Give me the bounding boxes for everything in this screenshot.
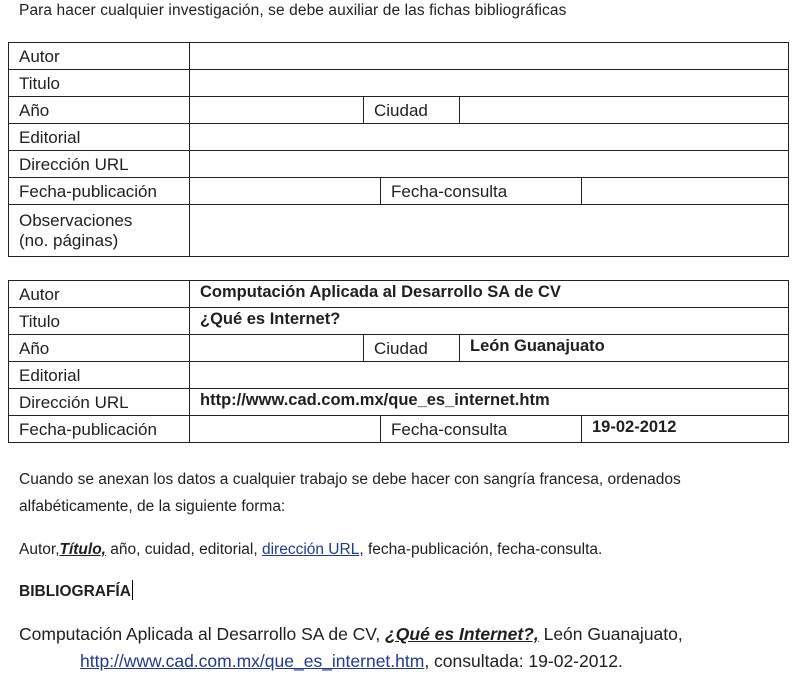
ciudad-label: Ciudad: [364, 335, 460, 362]
row-titulo: [9, 70, 789, 97]
row-autor: [9, 43, 789, 70]
url-value[interactable]: http://www.cad.com.mx/que_es_internet.htm: [190, 389, 789, 416]
reference-url-link[interactable]: http://www.cad.com.mx/que_es_internet.htm: [80, 651, 425, 671]
reference-title: ¿Qué es Internet?,: [385, 624, 539, 644]
format-end: , fecha-publicación, fecha-consulta.: [359, 541, 603, 558]
fecha-publicacion-value-cell[interactable]: [190, 416, 381, 443]
row-fechas: [9, 416, 789, 443]
reference-consulted: , consultada: 19-02-2012.: [424, 651, 623, 671]
observaciones-label-line2: (no. páginas): [19, 231, 119, 250]
format-autor: Autor,: [19, 541, 60, 558]
autor-value[interactable]: Computación Aplicada al Desarrollo SA de CV: [190, 281, 789, 308]
format-middle: año, cuidad, editorial,: [106, 541, 262, 558]
fecha-consulta-value-cell[interactable]: [582, 178, 789, 205]
format-titulo: Título,: [59, 541, 106, 558]
autor-label: Autor: [9, 281, 190, 308]
blank-bibliographic-card: [8, 42, 789, 257]
intro-text: Para hacer cualquier investigación, se debe auxiliar de las fichas bibliográficas: [19, 2, 567, 19]
row-autor: [9, 281, 789, 308]
row-editorial: [9, 362, 789, 389]
sangria-paragraph: Cuando se anexan los datos a cualquier trabajo se debe hacer con sangría francesa, ordenados alfabéticamente, de la siguiente forma:: [19, 471, 681, 515]
editorial-label: Editorial: [9, 362, 190, 389]
text-cursor: [132, 580, 133, 600]
bibliography-heading-text: BIBLIOGRAFÍA: [19, 583, 131, 600]
format-url-link[interactable]: dirección URL: [261, 541, 360, 558]
bibliography-heading: [19, 580, 133, 601]
fecha-publicacion-label: Fecha-publicación: [9, 416, 190, 443]
titulo-value[interactable]: ¿Qué es Internet?: [190, 308, 789, 335]
reference-line-1: [19, 624, 683, 645]
ciudad-value-cell[interactable]: [460, 97, 789, 124]
titulo-value-cell[interactable]: [190, 70, 789, 97]
fecha-publicacion-label: Fecha-publicación: [9, 178, 190, 205]
ciudad-label: Ciudad: [364, 97, 460, 124]
row-titulo: [9, 308, 789, 335]
row-url: [9, 151, 789, 178]
anio-label: Año: [9, 97, 190, 124]
url-value-cell[interactable]: [190, 151, 789, 178]
fecha-consulta-label: Fecha-consulta: [381, 178, 582, 205]
fecha-consulta-value[interactable]: 19-02-2012: [582, 416, 789, 443]
row-url: [9, 389, 789, 416]
editorial-value-cell[interactable]: [190, 362, 789, 389]
reference-author: Computación Aplicada al Desarrollo SA de CV,: [19, 624, 386, 644]
anio-label: Año: [9, 335, 190, 362]
fecha-publicacion-value-cell[interactable]: [190, 178, 381, 205]
observaciones-value-cell[interactable]: [190, 205, 789, 257]
observaciones-label-line1: Observaciones: [19, 211, 133, 230]
url-label: Dirección URL: [9, 389, 190, 416]
editorial-value-cell[interactable]: [190, 124, 789, 151]
titulo-label: Titulo: [9, 70, 190, 97]
fecha-consulta-label: Fecha-consulta: [381, 416, 582, 443]
url-label: Dirección URL: [9, 151, 190, 178]
row-anio-ciudad: [9, 335, 789, 362]
row-fechas: [9, 178, 789, 205]
row-editorial: [9, 124, 789, 151]
reference-city: León Guanajuato,: [538, 624, 683, 644]
editorial-label: Editorial: [9, 124, 190, 151]
anio-value-cell[interactable]: [190, 335, 364, 362]
autor-value-cell[interactable]: [190, 43, 789, 70]
anio-value-cell[interactable]: [190, 97, 364, 124]
reference-line-2: [80, 651, 623, 672]
row-observaciones: [9, 205, 789, 257]
ciudad-value[interactable]: León Guanajuato: [460, 335, 789, 362]
observaciones-label: [9, 205, 190, 257]
titulo-label: Titulo: [9, 308, 190, 335]
autor-label: Autor: [9, 43, 190, 70]
row-anio-ciudad: [9, 97, 789, 124]
format-line: [19, 536, 602, 563]
filled-bibliographic-card: [8, 280, 789, 443]
